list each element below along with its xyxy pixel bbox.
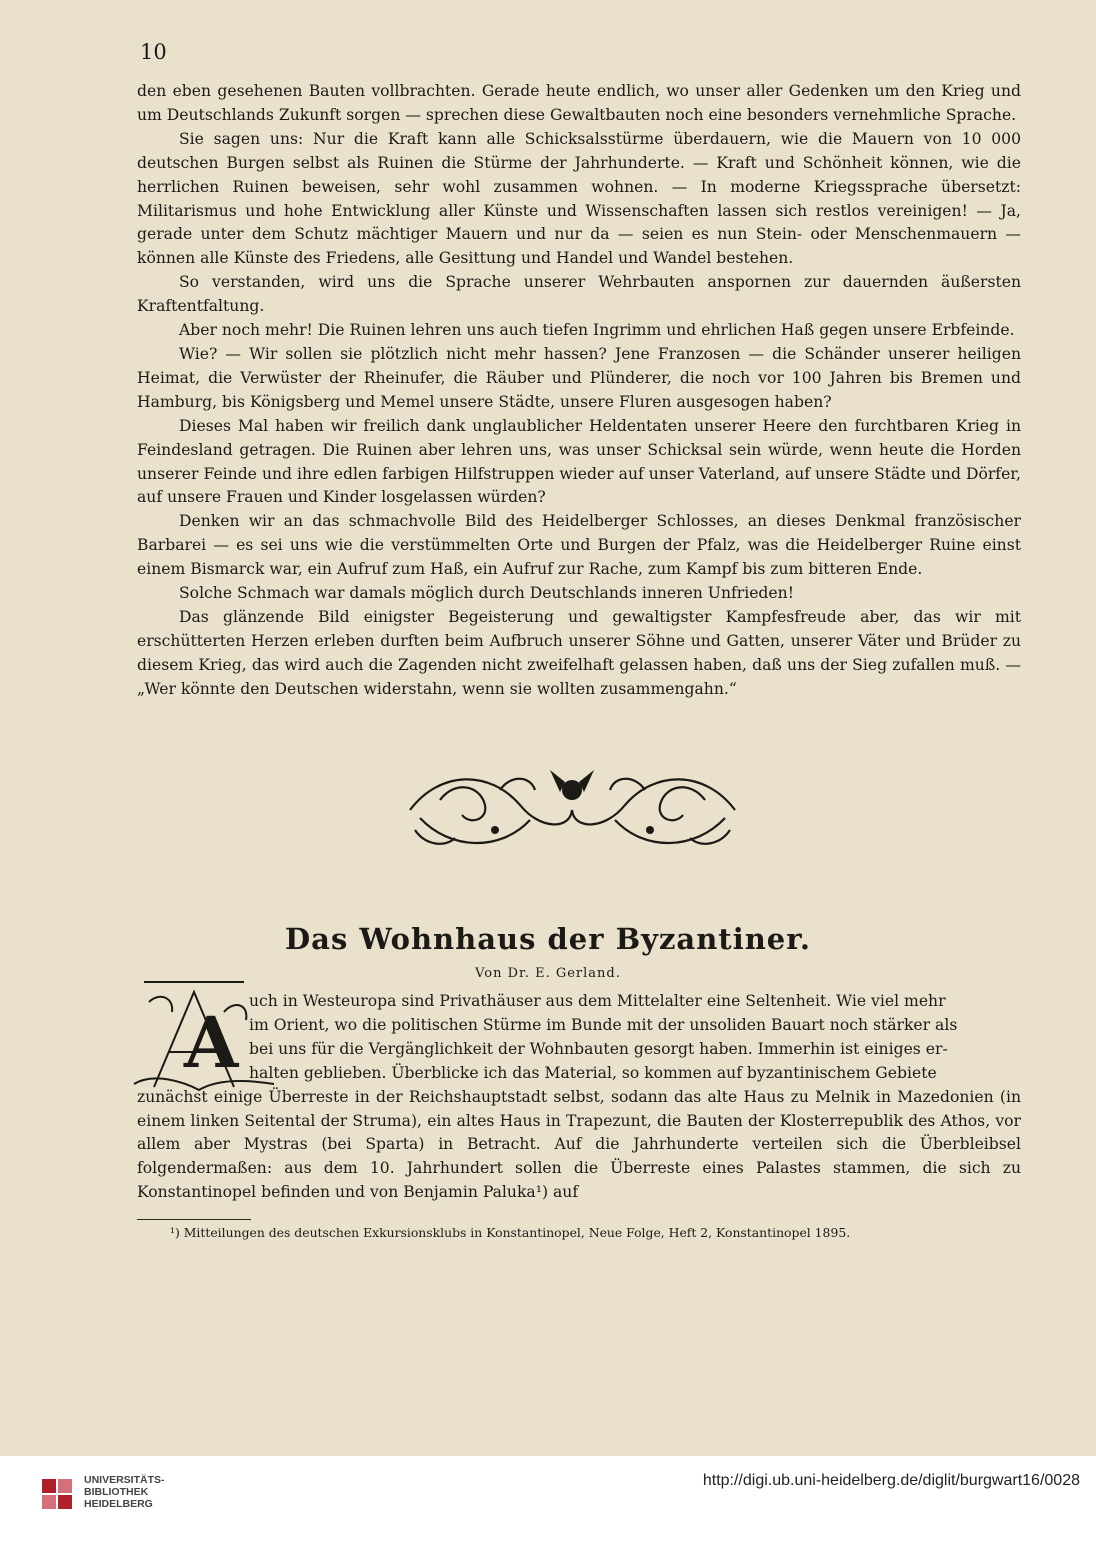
article-line: halten geblieben. Überblicke ich das Material, so kommen auf byzantinischem Gebiete <box>249 1063 937 1082</box>
paragraph: Dieses Mal haben wir freilich dank unglaublicher Heldentaten unserer Heere den furchtbaren Krieg in Feindesland getragen. Die Ruinen aber lehren uns, was unser Schicksal sein würde, wenn heute die Horden unserer Feinde und ihre edlen farbigen Hilfstruppen wieder auf unser Vaterland, auf unsere Städte und Dörfer, auf unsere Frauen und Kinder losgelassen würden? <box>137 416 1021 507</box>
paragraph: Wie? — Wir sollen sie plötzlich nicht mehr hassen? Jene Franzosen — die Schänder unserer heiligen Heimat, die Verwüster der Rheinufer, die Räuber und Plünderer, die noch vor 100 Jahren bis Bremen und Hamburg, bis Königsberg und Memel unsere Städte, unsere Fluren ausgesogen haben? <box>137 344 1021 411</box>
paragraph: So verstanden, wird uns die Sprache unserer Wehrbauten anspornen zur dauernden äußersten Kraftentfaltung. <box>137 273 1021 316</box>
ornament-vignette <box>400 760 745 860</box>
article-line: uch in Westeuropa sind Privathäuser aus dem Mittelalter eine Seltenheit. Wie viel mehr <box>249 992 946 1010</box>
institution-line: BIBLIOTHEK <box>84 1486 149 1498</box>
article-body: zunächst einige Überreste in der Reichshauptstadt selbst, sodann das alte Haus zu Melnik in Mazedonien (in einem linken Seitental der Struma), ein altes Haus in Trapezunt, die Bauten der Klosterrepublik des Athos, vor allem aber Mystras (bei Sparta) in Betracht. Auf die Jahrhunderte verteilen sich die Überbleibsel folgendermaßen: aus dem 10. Jahrhundert sollen die Überreste eines Palastes stammen, die sich zu Konstantinopel befinden und von Benjamin Paluka¹) auf <box>137 1087 1021 1202</box>
section-text <box>137 80 1021 702</box>
institution-line: HEIDELBERG <box>84 1498 153 1510</box>
paragraph: Denken wir an das schmachvolle Bild des Heidelberger Schlosses, an dieses Denkmal französischer Barbarei — es sei uns wie die verstümmelten Orte und Burgen der Pfalz, was die Heidelberger Ruine einst einem Bismarck war, ein Aufruf zum Haß, ein Aufruf zur Rache, zum Kampf bis zum bitteren Ende. <box>137 512 1021 579</box>
article-line: im Orient, wo die politischen Stürme im Bunde mit der unsoliden Bauart noch stärker als <box>249 1015 958 1034</box>
paragraph: den eben gesehenen Bauten vollbrachten. Gerade heute endlich, wo unser aller Gedenken um den Krieg und um Deutschlands Zukunft sorgen — sprechen diese Gewaltbauten noch eine besonders vernehmliche Sprache. <box>137 82 1021 124</box>
footnote: ¹) Mitteilungen des deutschen Exkursionsklubs in Konstantinopel, Neue Folge, Heft 2, Konstantinopel 1895. <box>170 1225 851 1240</box>
page-number: 10 <box>140 40 167 64</box>
paragraph: Das glänzende Bild einigster Begeisterung und gewaltigster Kampfesfreude aber, das wir mit erschütterten Herzen erleben durften beim Aufbruch unserer Söhne und Gatten, unserer Väter und Brüder zu diesem Krieg, das wird auch die Zagenden nicht zweifelhaft gelassen haben, daß uns der Sieg zufallen muß. — „Wer könnte den Deutschen widerstahn, wenn sie wollten zusammengahn.“ <box>137 607 1021 698</box>
footnote-rule <box>137 1219 251 1220</box>
article-byline: Von Dr. E. Gerland. <box>475 966 621 981</box>
library-logo-icon <box>40 1477 74 1511</box>
source-url-link[interactable]: http://digi.ub.uni-heidelberg.de/diglit/burgwart16/0028 <box>702 1472 1080 1489</box>
institution-line: UNIVERSITÄTS- <box>84 1474 165 1486</box>
article-text <box>137 990 1021 1205</box>
article-line: bei uns für die Vergänglichkeit der Wohnbauten gesorgt haben. Immerhin ist einiges er- <box>249 1039 948 1058</box>
article-title: Das Wohnhaus der Byzantiner. <box>285 922 811 956</box>
institution-name <box>84 1474 165 1510</box>
initial-letter: A <box>184 1001 239 1084</box>
paragraph: Solche Schmach war damals möglich durch Deutschlands inneren Unfrieden! <box>179 584 794 603</box>
paragraph: Sie sagen uns: Nur die Kraft kann alle Schicksalsstürme überdauern, wie die Mauern von 10 000 deutschen Burgen selbst als Ruinen die Stürme der Jahrhunderte. — Kraft und Schönheit können, wie die herrlichen Ruinen beweisen, sehr wohl zusammen wohnen. — In moderne Kriegssprache übersetzt: Militarismus und hohe Entwicklung aller Künste und Wissenschaften lassen sich restlos vereinigen! — Ja, gerade unter dem Schutz mächtiger Mauern und nur da — seien es nun Stein- oder Menschenmauern — können alle Künste des Friedens, alle Gesittung und Handel und Wandel bestehen. <box>137 129 1021 268</box>
paragraph: Aber noch mehr! Die Ruinen lehren uns auch tiefen Ingrimm und ehrlichen Haß gegen unsere Erbfeinde. <box>179 321 1015 340</box>
